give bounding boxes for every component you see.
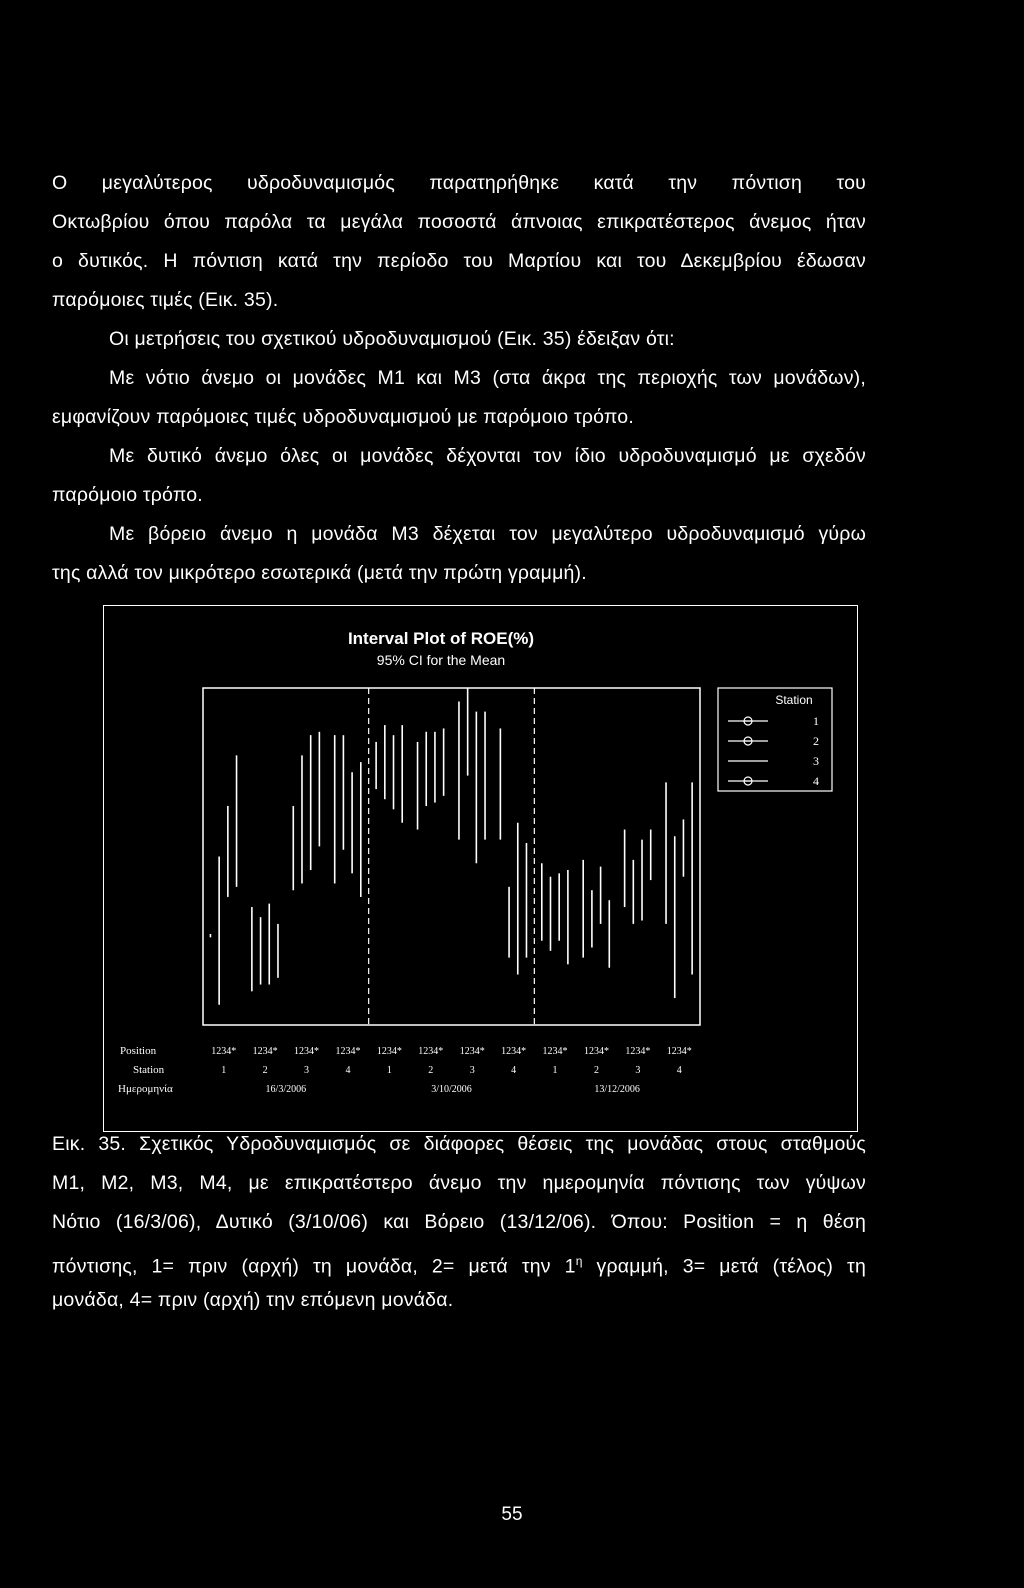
interval-plot-figure — [103, 605, 858, 1132]
text-line: ο δυτικός. Η πόντιση κατά την περίοδο του Μαρτίου και του Δεκεμβρίου έδωσαν — [52, 250, 866, 272]
position-tick-label: 1234* — [625, 1046, 651, 1057]
date-row-label: Ημερομηνία — [118, 1083, 173, 1095]
legend-label: 4 — [813, 774, 819, 788]
station-tick-label: 3 — [304, 1065, 310, 1076]
position-tick-label: 1234* — [542, 1046, 568, 1057]
text-line: παρόμοιο τρόπο. — [52, 484, 203, 506]
position-tick-label: 1234* — [252, 1046, 278, 1057]
caption-superscript: η — [575, 1254, 583, 1268]
position-tick-label: 1234* — [459, 1046, 485, 1057]
legend-label: 1 — [813, 714, 819, 728]
station-tick-label: 1 — [221, 1065, 227, 1076]
position-tick-label: 1234* — [418, 1046, 444, 1057]
date-tick-label: 16/3/2006 — [265, 1084, 307, 1095]
text-line: Ο μεγαλύτερος υδροδυναμισμός παρατηρήθηκε κατά την πόντιση του — [52, 172, 866, 194]
text-line: Οκτωβρίου όπου παρόλα τα μεγάλα ποσοστά άπνοιας επικρατέστερος άνεμος ήταν — [52, 211, 866, 233]
caption-line: Εικ. 35. Σχετικός Υδροδυναμισμός σε διάφορες θέσεις της μονάδας στους σταθμούς — [52, 1133, 866, 1155]
text-line: Οι μετρήσεις του σχετικού υδροδυναμισμού (Εικ. 35) έδειξαν ότι: — [109, 328, 675, 350]
date-tick-label: 13/12/2006 — [594, 1084, 640, 1095]
chart-marks — [210, 688, 819, 1095]
text-line: Με βόρειο άνεμο η μονάδα Μ3 δέχεται τον μεγαλύτερο υδροδυναμισμό γύρω — [109, 523, 866, 545]
position-tick-label: 1234* — [211, 1046, 237, 1057]
position-tick-label: 1234* — [376, 1046, 402, 1057]
station-tick-label: 1 — [552, 1065, 558, 1076]
station-tick-label: 3 — [469, 1065, 475, 1076]
position-row-label: Position — [120, 1045, 157, 1057]
station-tick-label: 1 — [386, 1065, 392, 1076]
position-tick-label: 1234* — [335, 1046, 361, 1057]
position-tick-label: 1234* — [501, 1046, 527, 1057]
text-line: παρόμοιες τιμές (Εικ. 35). — [52, 289, 279, 311]
caption-line: Μ1, Μ2, Μ3, Μ4, με επικρατέστερο άνεμο την ημερομηνία πόντισης των γύψων — [52, 1172, 866, 1194]
caption-line: Νότιο (16/3/06), Δυτικό (3/10/06) και Βόρειο (13/12/06). Όπου: Position = η θέση — [52, 1211, 866, 1233]
position-tick-label: 1234* — [294, 1046, 320, 1057]
legend-label: 2 — [813, 734, 819, 748]
page-number: 55 — [501, 1504, 523, 1525]
station-tick-label: 4 — [511, 1065, 517, 1076]
caption-line: μονάδα, 4= πριν (αρχή) την επόμενη μονάδα. — [52, 1289, 454, 1311]
text-line: Με δυτικό άνεμο όλες οι μονάδες δέχονται τον ίδιο υδροδυναμισμό με σχεδόν — [109, 445, 866, 467]
chart-title: Interval Plot of ROE(%) — [347, 629, 535, 648]
station-tick-label: 4 — [345, 1065, 351, 1076]
station-tick-label: 2 — [262, 1065, 268, 1076]
station-row-label: Station — [133, 1064, 165, 1076]
text-line: εμφανίζουν παρόμοιες τιμές υδροδυναμισμού με παρόμοιο τρόπο. — [52, 406, 634, 428]
legend-label: 3 — [813, 754, 819, 768]
station-tick-label: 2 — [593, 1065, 599, 1076]
text-line: Με νότιο άνεμο οι μονάδες Μ1 και Μ3 (στα άκρα της περιοχής των μονάδων), — [109, 367, 866, 389]
caption-text: πόντισης, 1= πριν (αρχή) τη μονάδα, 2= μετά την 1 — [52, 1255, 576, 1278]
interval-plot — [104, 606, 857, 1131]
station-tick-label: 2 — [428, 1065, 434, 1076]
station-tick-label: 4 — [676, 1065, 682, 1076]
legend-title: Station — [775, 693, 813, 707]
caption-text: γραμμή, 3= μετά (τέλος) τη — [582, 1255, 866, 1278]
station-tick-label: 3 — [635, 1065, 641, 1076]
position-tick-label: 1234* — [583, 1046, 609, 1057]
date-tick-label: 3/10/2006 — [431, 1084, 472, 1095]
caption-line-with-superscript — [52, 1250, 866, 1279]
chart-subtitle: 95% CI for the Mean — [376, 652, 506, 668]
text-line: της αλλά τον μικρότερο εσωτερικά (μετά την πρώτη γραμμή). — [52, 562, 587, 584]
position-tick-label: 1234* — [666, 1046, 692, 1057]
